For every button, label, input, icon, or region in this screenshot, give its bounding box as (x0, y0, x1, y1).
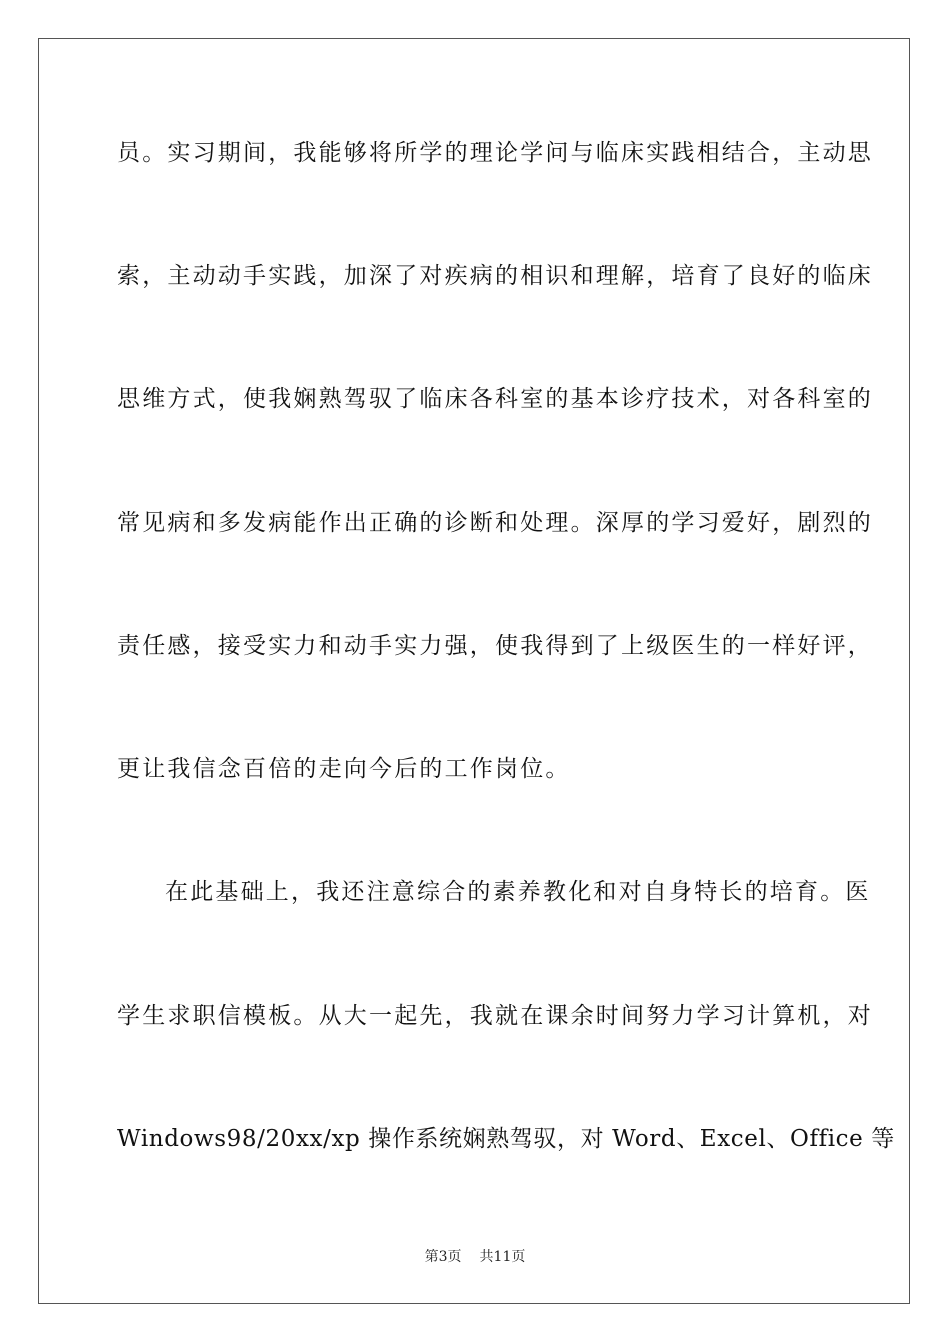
body-text-line: 更让我信念百倍的走向今后的工作岗位。 (117, 756, 571, 782)
body-text-line: Windows98/20xx/xp 操作系统娴熟驾驭，对 Word、Excel、Office 等 (117, 1126, 895, 1152)
body-text-line: 常见病和多发病能作出正确的诊断和处理。深厚的学习爱好，剧烈的 (117, 510, 873, 536)
body-text-line: 学生求职信模板。从大一起先，我就在课余时间努力学习计算机，对 (117, 1003, 873, 1029)
paragraph-first-line: 在此基础上，我还注意综合的素养教化和对自身特长的培育。医 (165, 879, 871, 905)
body-text-line: 索，主动动手实践，加深了对疾病的相识和理解，培育了良好的临床 (117, 263, 873, 289)
page-border (38, 38, 910, 1304)
body-text-line: 思维方式，使我娴熟驾驭了临床各科室的基本诊疗技术，对各科室的 (117, 386, 873, 412)
body-text-line: 员。实习期间，我能够将所学的理论学问与临床实践相结合，主动思 (117, 140, 873, 166)
page-number: 第3页 (424, 1249, 462, 1265)
page-total: 共11页 (479, 1249, 526, 1265)
page-footer (0, 1248, 950, 1266)
body-text-line: 责任感，接受实力和动手实力强，使我得到了上级医生的一样好评， (117, 633, 873, 659)
